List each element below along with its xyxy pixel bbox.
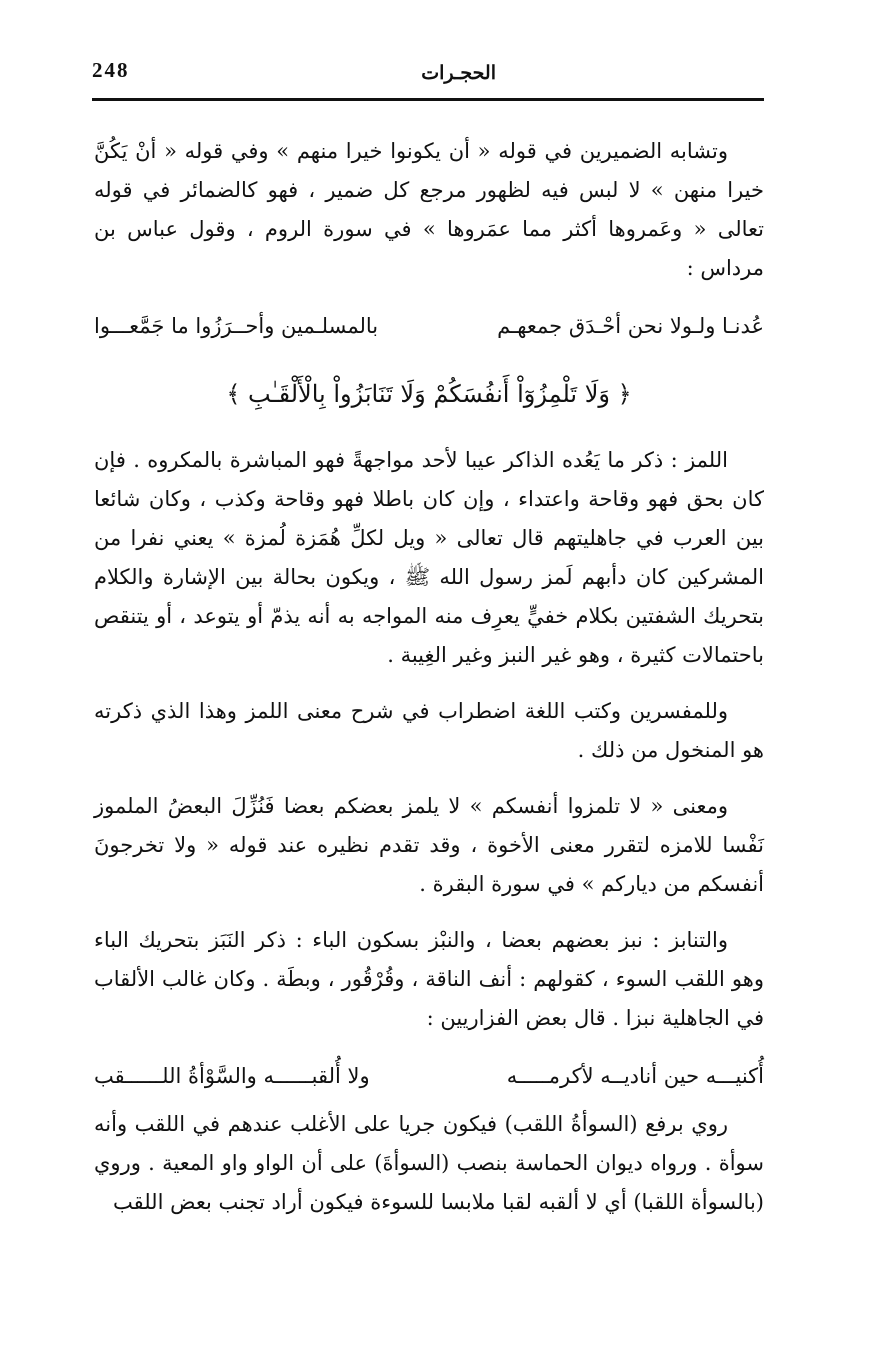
quran-verse: ﴿ وَلَا تَلْمِزُوٓاْ أَنفُسَكُمْ وَلَا تَنَابَزُواْ بِالْأَلْقَـٰبِ ﴾ (226, 380, 632, 408)
page-body (94, 132, 764, 1222)
verse-first-hemistich: عُدنـا ولـولا نحن أحْـدَق جمعهـم (497, 314, 764, 338)
paragraph-meaning: ومعنى « لا تلمزوا أنفسكم » لا يلمز بعضكم بعضا فَنُزِّلَ البعضُ الملموز نَفْسا للامزه لتقرر معنى الأخوة ، وقد تقدم نظيره عند قوله « ولا تخرجونَ أنفسكم من دياركم » في سورة البقرة . (94, 794, 764, 896)
paragraph-lamz-definition: اللمز : ذكر ما يَعُده الذاكر عيبا لأحد مواجهةً فهو المباشرة بالمكروه . فإن كان بحق فهو وقاحة واعتداء ، وإن كان باطلا فهو وقاحة وكذب ، وكان شائعا بين العرب في جاهليتهم قال تعالى « ويل لكلِّ هُمَزة لُمزة » يعني نفرا من المشركين كان دأبهم لَمز رسول الله ﷺ ، ويكون بحالة بين الإشارة والكلام بتحريك الشفتين بكلام خفيٍّ يعرِف منه المواجه به أنه يذمّ أو يتوعد ، أو يتنقص باحتمالات كثيرة ، وهو غير النبز وغير الغِيبة . (94, 448, 764, 667)
poetry-verse (94, 1055, 764, 1097)
verse-second-hemistich: ولا أُلقبــــــه والسَّوْأةُ اللــــــقب (94, 1064, 370, 1088)
paragraph-tanabuz: والتنابز : نبز بعضهم بعضا ، والنبْز بسكون الباء : ذكر النَبَز بتحريك الباء وهو اللقب السوء ، كقولهم : أنف الناقة ، وقُرْقُور ، وبطَة . وكان غالب الألقاب في الجاهلية نبزا . قال بعض الفزاريين : (94, 928, 764, 1030)
paragraph-riwaya: روي برفع (السوأةُ اللقب) فيكون جريا على الأغلب عندهم في اللقب وأنه سوأة . ورواه ديوان الحماسة بنصب (السوأةَ) على أن الواو واو المعية . وروي (بالسوأة اللقبا) أي لا ألقبه لقبا ملابسا للسوءة فيكون أراد تجنب بعض اللقب (94, 1112, 764, 1214)
running-title: الحجـرات (421, 62, 496, 84)
verse-first-hemistich: أُكنيـــه حين أناديــه لأكرمـــــه (506, 1064, 764, 1088)
page-number: 248 (92, 58, 130, 82)
paragraph-commentators: وللمفسرين وكتب اللغة اضطراب في شرح معنى اللمز وهذا الذي ذكرته هو المنخول من ذلك . (94, 699, 764, 762)
verse-second-hemistich: بالمسلـمين وأحــرَزُوا ما جَمَّعـــوا (94, 314, 379, 338)
poetry-verse (94, 305, 764, 347)
page-header (92, 58, 764, 101)
paragraph-pronouns: وتشابه الضميرين في قوله « أن يكونوا خيرا منهم » وفي قوله « أنْ يَكُنَّ خيرا منهن » لا لبس فيه لظهور مرجع كل ضمير ، فهو كالضمائر في قوله تعالى « وعَمروها أكثر مما عمَروها » في سورة الروم ، وقول عباس بن مرداس : (94, 139, 764, 280)
